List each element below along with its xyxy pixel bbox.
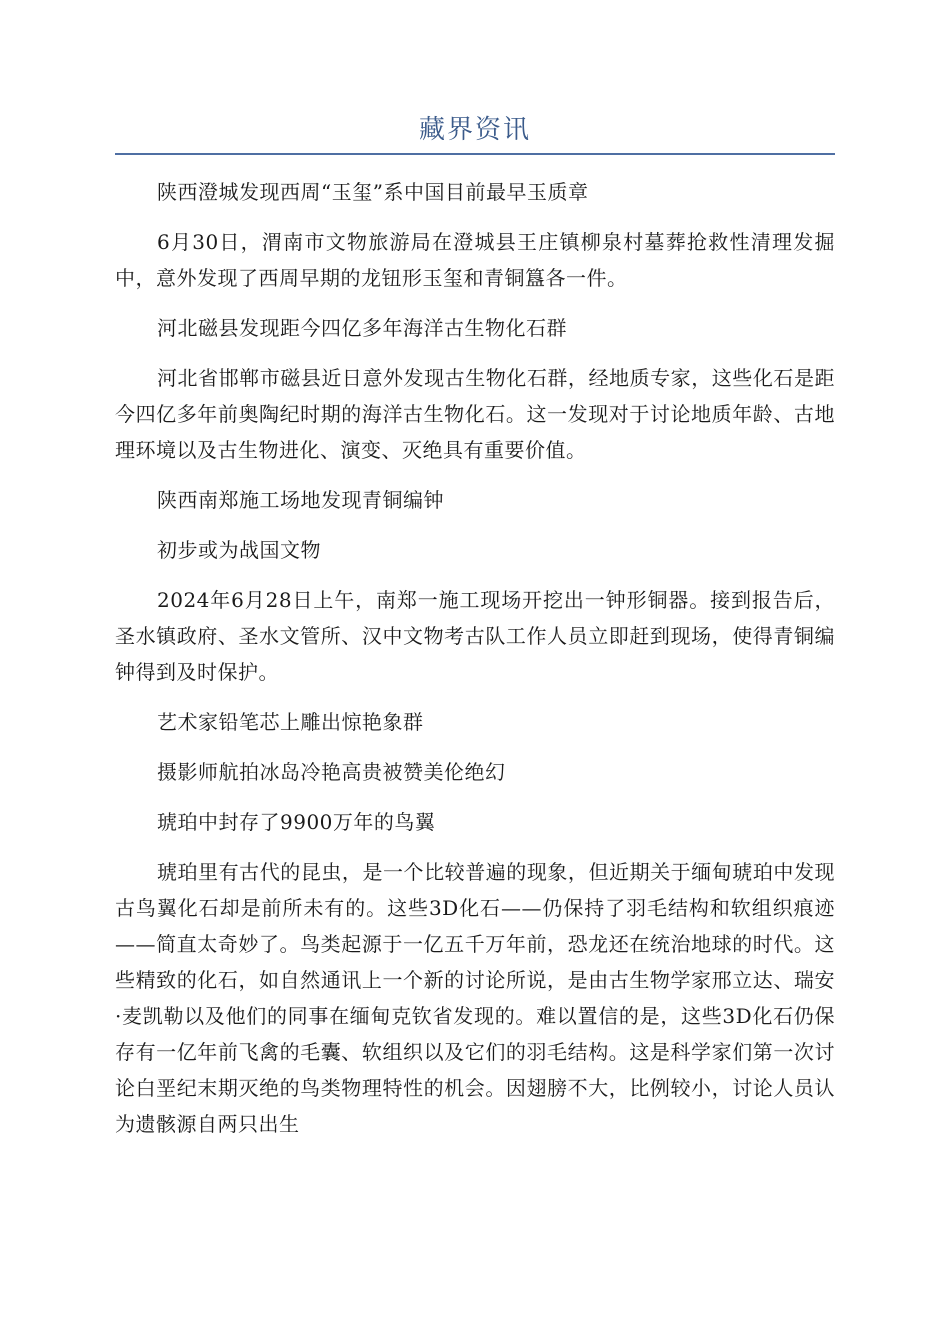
news-paragraph: 2024年6月28日上午，南郑一施工现场开挖出一钟形铜器。接到报告后，圣水镇政府、圣水文管所、汉中文物考古队工作人员立即赶到现场，使得青铜编钟得到及时保护。 (115, 588, 835, 684)
news-paragraph: 河北省邯郸市磁县近日意外发现古生物化石群，经地质专家，这些化石是距今四亿多年前奥陶纪时期的海洋古生物化石。这一发现对于讨论地质年龄、古地理环境以及古生物进化、演变、灭绝具有重要价值。 (115, 366, 835, 462)
news-headline: 琥珀中封存了9900万年的鸟翼 (157, 810, 436, 834)
title-underline (115, 153, 835, 155)
news-headline: 陕西澄城发现西周“玉玺”系中国目前最早玉质章 (157, 180, 589, 204)
news-headline: 艺术家铅笔芯上雕出惊艳象群 (157, 710, 424, 734)
page-title: 藏界资讯 (418, 115, 531, 145)
news-headline: 摄影师航拍冰岛冷艳高贵被赞美伦绝幻 (157, 760, 506, 784)
news-paragraph: 琥珀里有古代的昆虫，是一个比较普遍的现象，但近期关于缅甸琥珀中发现古鸟翼化石却是前所未有的。这些3D化石——仍保持了羽毛结构和软组织痕迹——简直太奇妙了。鸟类起源于一亿五千万年前，恐龙还在统治地球的时代。这些精致的化石，如自然通讯上一个新的讨论所说，是由古生物学家邢立达、瑞安·麦凯勒以及他们的同事在缅甸克钦省发现的。难以置信的是，这些3D化石仍保存有一亿年前飞禽的毛囊、软组织以及它们的羽毛结构。这是科学家们第一次讨论白垩纪末期灭绝的鸟类物理特性的机会。因翅膀不大，比例较小，讨论人员认为遗骸源自两只出生 (115, 860, 835, 1136)
news-subheadline: 初步或为战国文物 (157, 538, 321, 562)
news-paragraph: 6月30日，渭南市文物旅游局在澄城县王庄镇柳泉村墓葬抢救性清理发掘中，意外发现了西周早期的龙钮形玉玺和青铜簋各一件。 (115, 230, 835, 290)
article-body (115, 174, 835, 1156)
news-headline: 河北磁县发现距今四亿多年海洋古生物化石群 (157, 316, 567, 340)
news-headline: 陕西南郑施工场地发现青铜编钟 (157, 488, 444, 512)
